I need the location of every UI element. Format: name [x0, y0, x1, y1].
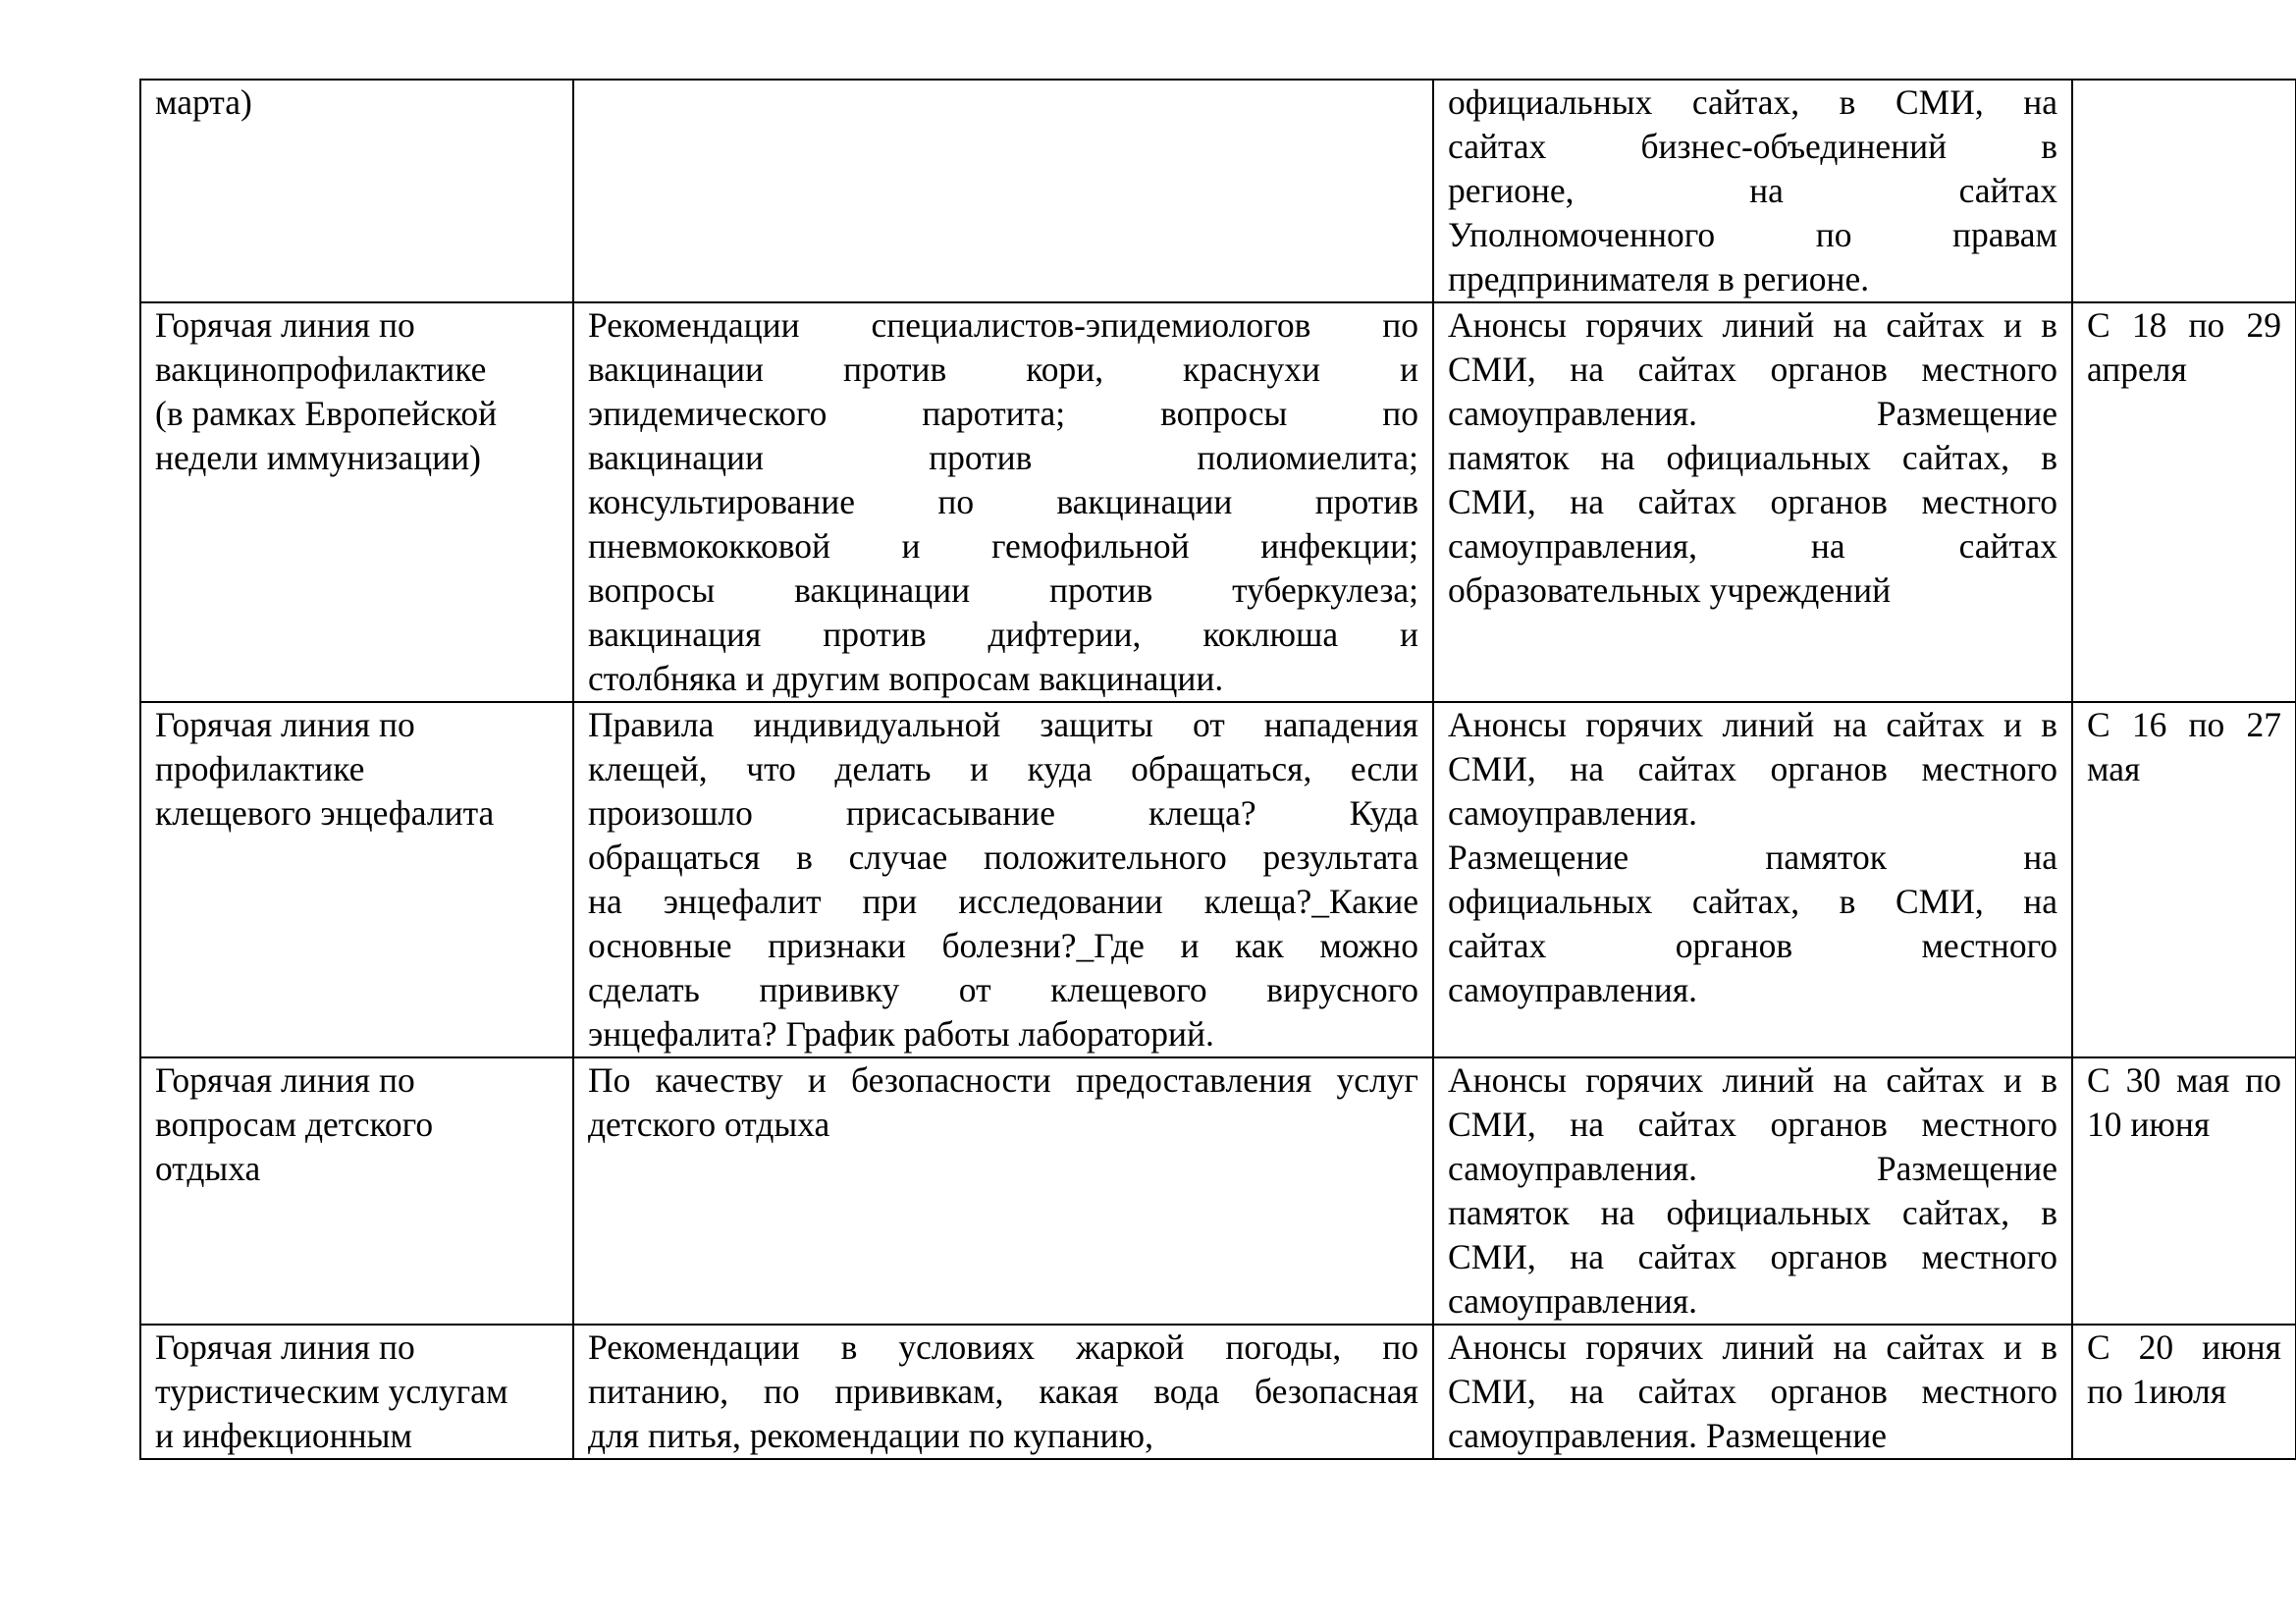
cell-text-line: самоуправления. Размещение [1448, 394, 2057, 433]
cell-text-line: энцефалита? График работы лабораторий. [588, 1014, 1214, 1054]
dates-cell [2072, 702, 2296, 1057]
cell-text-line: недели иммунизации) [155, 438, 481, 477]
announcement-cell [1433, 1325, 2072, 1459]
topics-cell [573, 302, 1433, 702]
cell-text-line: С 20 июня [2087, 1327, 2281, 1367]
cell-text-line: Горячая линия по [155, 305, 415, 345]
cell-text-line: самоуправления. [1448, 1281, 1698, 1321]
cell-text-line: С 18 по 29 [2087, 305, 2281, 345]
cell-text-line: С 30 мая по [2087, 1060, 2281, 1100]
cell-text-line: Горячая линия по [155, 705, 415, 744]
cell-text-line: самоуправления. Размещение [1448, 1149, 2057, 1188]
cell-text-line: клещевого энцефалита [155, 793, 495, 833]
topics-cell [573, 1325, 1433, 1459]
table-row [140, 702, 2296, 1057]
topics-cell [573, 702, 1433, 1057]
cell-text-line: СМИ, на сайтах органов местного [1448, 1105, 2057, 1144]
cell-text-line: самоуправления, на сайтах [1448, 526, 2057, 566]
cell-text-line: регионе, на сайтах [1448, 171, 2057, 210]
cell-text-line: предпринимателя в регионе. [1448, 259, 1870, 298]
cell-text-line: самоуправления. Размещение [1448, 1416, 1887, 1455]
cell-text-line: Анонсы горячих линий на сайтах и в [1448, 1060, 2057, 1100]
cell-text-line: 10 июня [2087, 1105, 2211, 1144]
cell-text-line: Анонсы горячих линий на сайтах и в [1448, 305, 2057, 345]
cell-text-line: Правила индивидуальной защиты от нападения [588, 705, 1418, 744]
cell-text-line: Рекомендации специалистов-эпидемиологов по [588, 305, 1418, 345]
cell-text-line: вопросам детского [155, 1105, 434, 1144]
dates-cell [2072, 80, 2296, 302]
announcement-cell [1433, 302, 2072, 702]
table-row [140, 80, 2296, 302]
dates-cell [2072, 302, 2296, 702]
cell-text-line: вопросы вакцинации против туберкулеза; [588, 570, 1418, 610]
cell-text-line: детского отдыха [588, 1105, 830, 1144]
cell-text-line: мая [2087, 749, 2141, 788]
cell-text-line: марта) [155, 82, 252, 122]
cell-text-line: основные признаки болезни?_Где и как можно [588, 926, 1418, 965]
cell-text-line: (в рамках Европейской [155, 394, 498, 433]
table-row [140, 1057, 2296, 1325]
announcement-cell [1433, 80, 2072, 302]
cell-text-line: официальных сайтах, в СМИ, на [1448, 882, 2057, 921]
announcement-cell [1433, 702, 2072, 1057]
cell-text-line: апреля [2087, 350, 2187, 389]
cell-text-line: сделать прививку от клещевого вирусного [588, 970, 1418, 1009]
dates-cell [2072, 1325, 2296, 1459]
table-row [140, 302, 2296, 702]
cell-text-line: отдыха [155, 1149, 261, 1188]
cell-text-line: СМИ, на сайтах органов местного [1448, 1237, 2057, 1276]
event-name-cell [140, 1057, 573, 1325]
cell-text-line: вакцинопрофилактике [155, 350, 487, 389]
cell-text-line: и инфекционным [155, 1416, 412, 1455]
cell-text-line: на энцефалит при исследовании клеща?_Какие [588, 882, 1418, 921]
event-name-cell [140, 80, 573, 302]
cell-text-line: Горячая линия по [155, 1327, 415, 1367]
cell-text-line: самоуправления. [1448, 793, 1698, 833]
cell-text-line: СМИ, на сайтах органов местного [1448, 1372, 2057, 1411]
event-name-cell [140, 1325, 573, 1459]
cell-text-line: сайтах бизнес-объединений в [1448, 127, 2057, 166]
cell-text-line: вакцинация против дифтерии, коклюша и [588, 615, 1418, 654]
cell-text-line: Горячая линия по [155, 1060, 415, 1100]
cell-text-line: клещей, что делать и куда обращаться, если [588, 749, 1418, 788]
cell-text-line: столбняка и другим вопросам вакцинации. [588, 659, 1224, 698]
table-row [140, 1325, 2296, 1459]
cell-text-line: для питья, рекомендации по купанию, [588, 1416, 1153, 1455]
cell-text-line: СМИ, на сайтах органов местного [1448, 350, 2057, 389]
topics-cell [573, 1057, 1433, 1325]
cell-text-line: профилактике [155, 749, 365, 788]
cell-text-line: туристическим услугам [155, 1372, 508, 1411]
cell-text-line: СМИ, на сайтах органов местного [1448, 482, 2057, 521]
cell-text-line: СМИ, на сайтах органов местного [1448, 749, 2057, 788]
dates-cell [2072, 1057, 2296, 1325]
cell-text-line: Анонсы горячих линий на сайтах и в [1448, 705, 2057, 744]
cell-text-line: обращаться в случае положительного результата [588, 838, 1418, 877]
cell-text-line: произошло присасывание клеща? Куда [588, 793, 1418, 833]
cell-text-line: Уполномоченного по правам [1448, 215, 2057, 254]
cell-text-line: памяток на официальных сайтах, в [1448, 1193, 2057, 1232]
cell-text-line: образовательных учреждений [1448, 570, 1892, 610]
cell-text-line: официальных сайтах, в СМИ, на [1448, 82, 2057, 122]
topics-cell [573, 80, 1433, 302]
cell-text-line: С 16 по 27 [2087, 705, 2281, 744]
cell-text-line: по 1июля [2087, 1372, 2227, 1411]
event-name-cell [140, 302, 573, 702]
cell-text-line: вакцинации против полиомиелита; [588, 438, 1418, 477]
cell-text-line: питанию, по прививкам, какая вода безопасная [588, 1372, 1418, 1411]
event-name-cell [140, 702, 573, 1057]
cell-text-line: Размещение памяток на [1448, 838, 2057, 877]
cell-text-line: пневмококковой и гемофильной инфекции; [588, 526, 1418, 566]
cell-text-line: эпидемического паротита; вопросы по [588, 394, 1418, 433]
cell-text-line: По качеству и безопасности предоставления услуг [588, 1060, 1418, 1100]
cell-text-line: Рекомендации в условиях жаркой погоды, по [588, 1327, 1418, 1367]
hotline-schedule-table [139, 79, 2296, 1460]
cell-text-line: вакцинации против кори, краснухи и [588, 350, 1418, 389]
cell-text-line: Анонсы горячих линий на сайтах и в [1448, 1327, 2057, 1367]
cell-text-line: самоуправления. [1448, 970, 1698, 1009]
cell-text-line: консультирование по вакцинации против [588, 482, 1418, 521]
cell-text-line: сайтах органов местного [1448, 926, 2057, 965]
cell-text-line: памяток на официальных сайтах, в [1448, 438, 2057, 477]
announcement-cell [1433, 1057, 2072, 1325]
